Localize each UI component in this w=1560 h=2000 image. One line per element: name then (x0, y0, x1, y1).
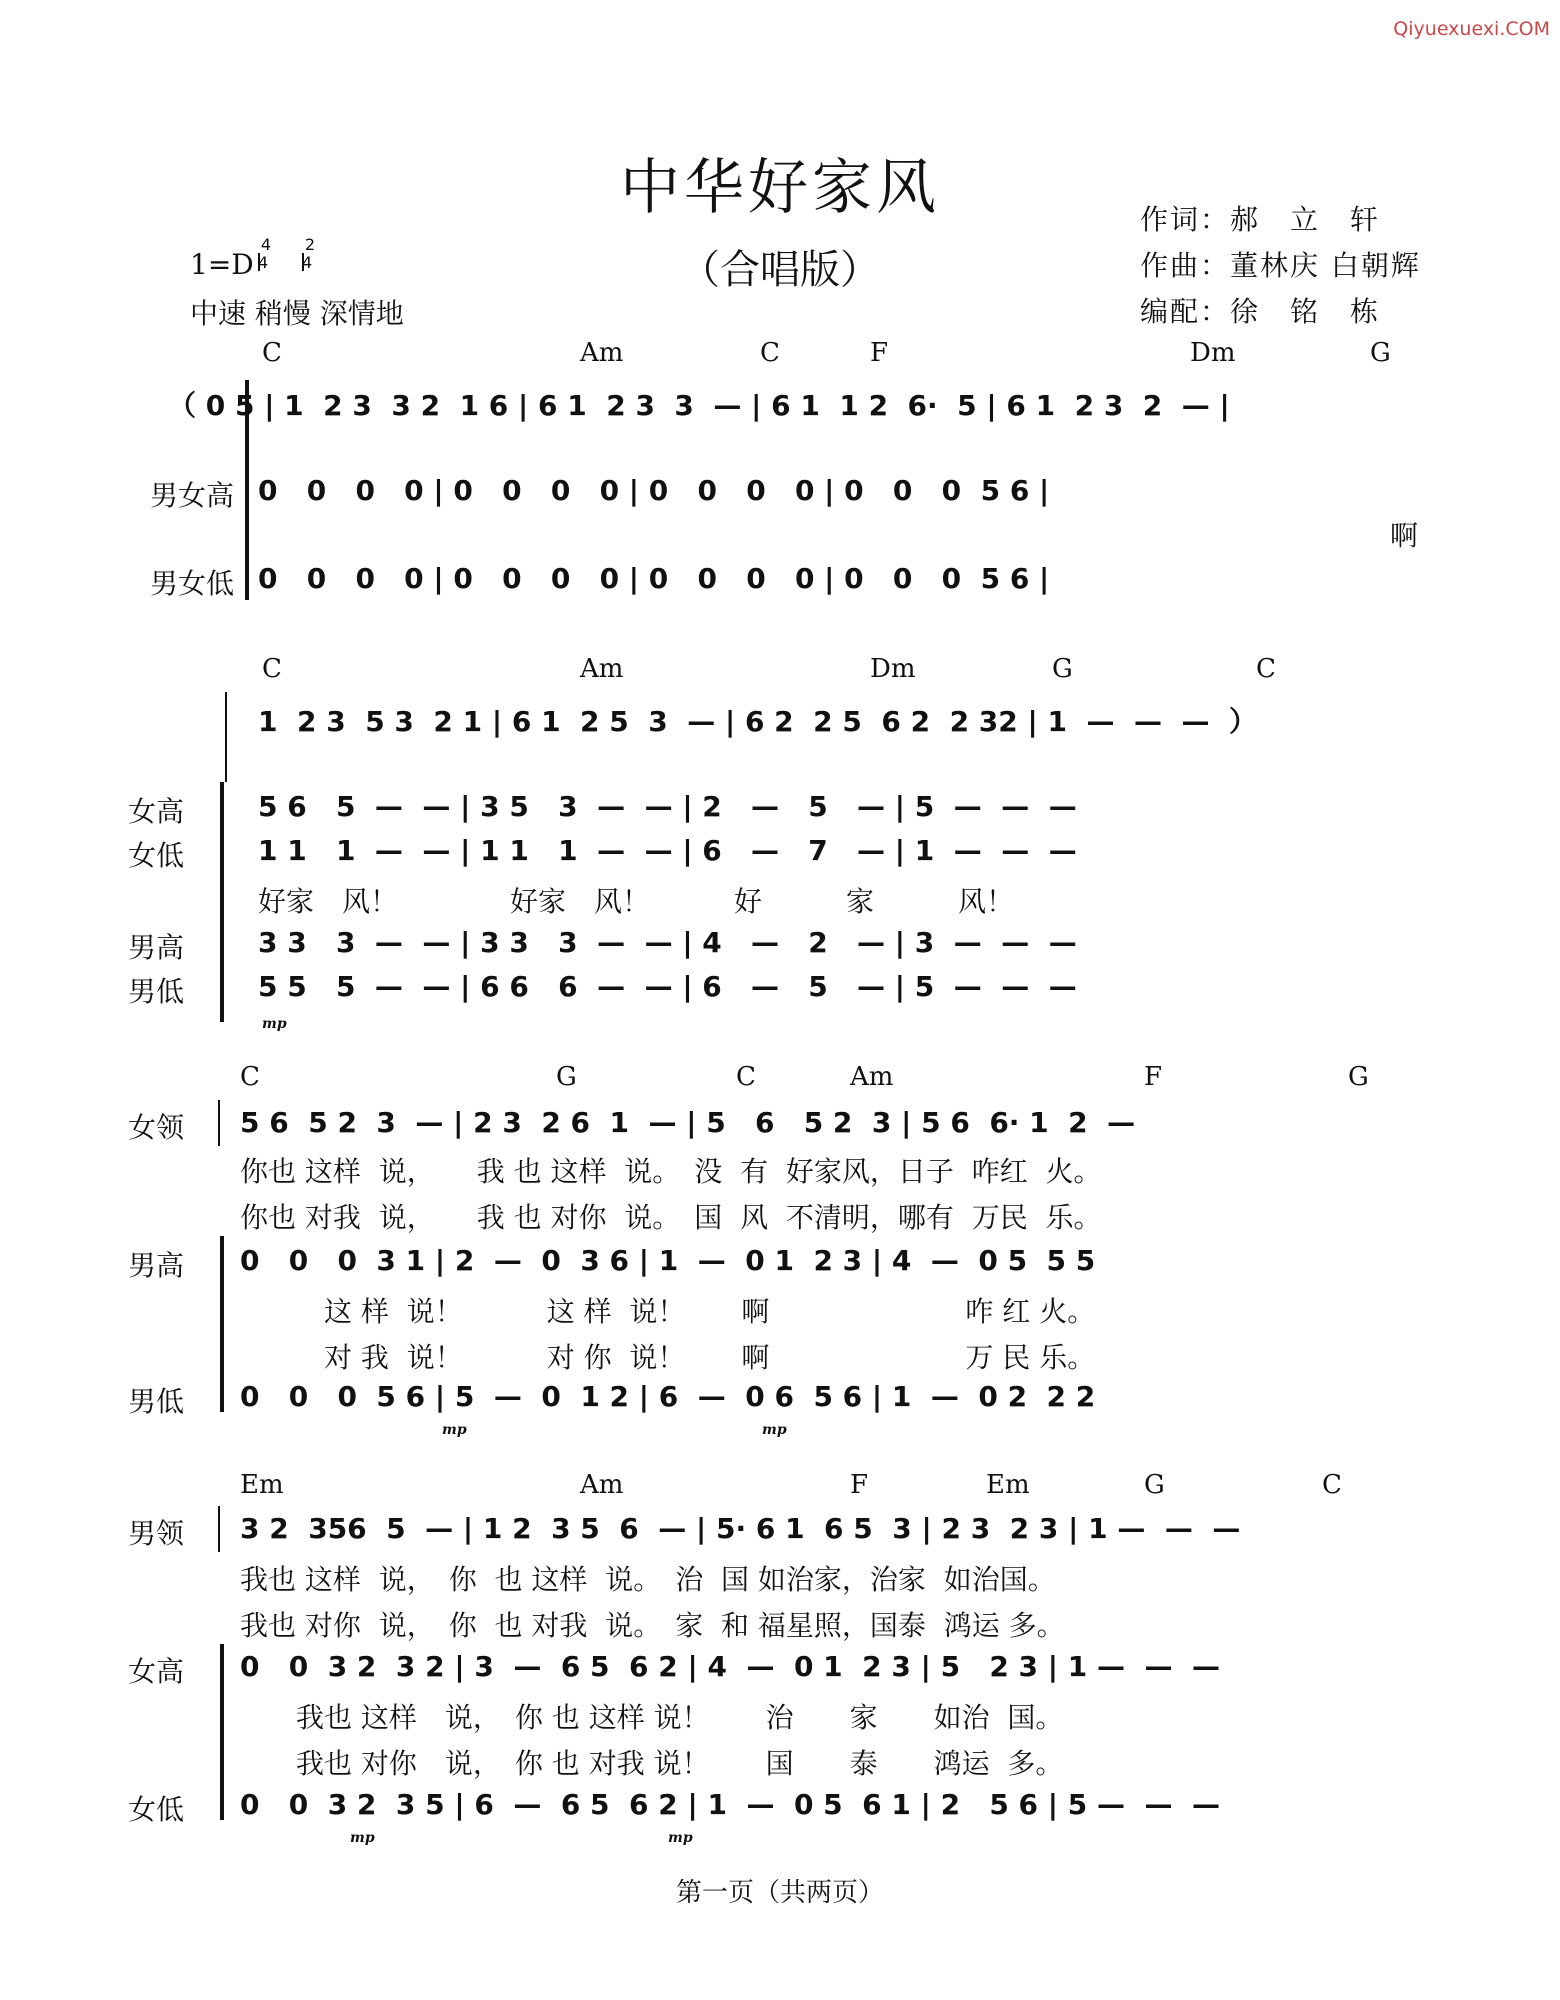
chord-symbol: G (1144, 1470, 1165, 1500)
melody-staff: （ 0 5 | 1 2 3 3 2 1 6 | 6 1 2 3 3 — | 6 1 1 2 6· 5 | 6 1 2 3 2 — | (168, 389, 1230, 422)
part-label: 男女低 (150, 567, 235, 600)
page-footer: 第一页（共两页） (675, 1878, 884, 1908)
time-signature-2: $\frac{2}{4}$ (302, 235, 316, 272)
staff-line-start (225, 692, 227, 782)
lyric-line: 我也 对你 说， 你 也 对我 说。 家 和 福星照，国泰 鸿运 多。 (240, 1609, 1065, 1642)
dynamic-marking: mp (262, 1016, 287, 1032)
chord-symbol: G (1348, 1062, 1369, 1092)
system-bracket (220, 1644, 224, 1820)
chord-symbol: C (1322, 1470, 1342, 1500)
lyric-line: 好家 风！ 好家 风！ 好 家 风！ (258, 885, 1015, 918)
chord-symbol: Dm (870, 654, 916, 684)
part-label: 女领 (128, 1111, 185, 1144)
lyric-line: 你也 这样 说， 我 也 这样 说。 没 有 好家风，日子 咋红 火。 (240, 1155, 1102, 1188)
chord-symbol: Em (240, 1470, 284, 1500)
staff-notes: 5 5 5 — — | 6 6 6 — — | 6 — 5 — | 5 — — — (258, 970, 1077, 1003)
credit-music: 作曲：董林庆 白朝辉 (1140, 249, 1421, 282)
repeat-start (218, 1100, 220, 1146)
chord-symbol: Am (580, 1470, 624, 1500)
lyric-line: 你也 对我 说， 我 也 对你 说。 国 风 不清明，哪有 万民 乐。 (240, 1201, 1102, 1234)
staff-notes: 0 0 0 3 1 | 2 — 0 3 6 | 1 — 0 1 2 3 | 4 — 0 5 5 5 (240, 1244, 1096, 1277)
chord-symbol: G (1370, 338, 1391, 368)
lyric-line: 对 我 说！ 对 你 说！ 啊 万 民 乐。 (240, 1341, 1096, 1374)
lead-staff: 5 6 5 2 3 — | 2 3 2 6 1 — | 5 6 5 2 3 | 5 6 6· 1 2 — (240, 1106, 1136, 1139)
lyric-line: 啊 (1390, 519, 1419, 552)
subtitle: （合唱版） (680, 247, 880, 293)
dynamic-marking: mp (442, 1422, 467, 1438)
part-label: 男高 (128, 931, 185, 964)
part-label: 男女高 (150, 479, 235, 512)
dynamic-marking: mp (762, 1422, 787, 1438)
chord-symbol: G (556, 1062, 577, 1092)
chord-symbol: Am (580, 654, 624, 684)
time-signature-1: $\frac{4}{4}$ (258, 235, 272, 272)
chord-symbol: C (262, 654, 282, 684)
part-label: 男高 (128, 1249, 185, 1282)
repeat-start (218, 1506, 220, 1552)
dynamic-marking: mp (668, 1830, 693, 1846)
melody-staff: 1 2 3 5 3 2 1 | 6 1 2 5 3 — | 6 2 2 5 6 2 2 32 | 1 — — — ） (258, 705, 1257, 738)
staff-notes: 0 0 0 5 6 | 5 — 0 1 2 | 6 — 0 6 5 6 | 1 — 0 2 2 2 (240, 1380, 1096, 1413)
part-label: 男低 (128, 1385, 185, 1418)
part-label: 女低 (128, 1793, 185, 1826)
page-title: 中华好家风 (620, 153, 940, 223)
part-label: 女高 (128, 795, 185, 828)
watermark: Qiyuexuexi.COM (1393, 18, 1550, 40)
dynamic-marking: mp (350, 1830, 375, 1846)
chord-symbol: C (262, 338, 282, 368)
staff-notes: 1 1 1 — — | 1 1 1 — — | 6 — 7 — | 1 — — — (258, 834, 1077, 867)
chord-symbol: F (870, 338, 889, 368)
chord-symbol: G (1052, 654, 1073, 684)
chord-symbol: C (760, 338, 780, 368)
system-bracket (220, 782, 224, 1022)
part-label: 女高 (128, 1655, 185, 1688)
key-signature: 1=D (190, 248, 254, 281)
staff-notes: 0 0 0 0 | 0 0 0 0 | 0 0 0 0 | 0 0 0 5 6 | (258, 474, 1050, 507)
staff-notes: 0 0 0 0 | 0 0 0 0 | 0 0 0 0 | 0 0 0 5 6 | (258, 562, 1050, 595)
system-bracket (220, 1236, 224, 1412)
chord-symbol: F (1144, 1062, 1163, 1092)
chord-symbol: Dm (1190, 338, 1236, 368)
staff-notes: 0 0 3 2 3 2 | 3 — 6 5 6 2 | 4 — 0 1 2 3 | 5 2 3 | 1 — — — (240, 1650, 1220, 1683)
lyric-line: 我也 这样 说， 你 也 这样 说！ 治 家 如治 国。 (240, 1701, 1064, 1734)
staff-notes: 0 0 3 2 3 5 | 6 — 6 5 6 2 | 1 — 0 5 6 1 | 2 5 6 | 5 — — — (240, 1788, 1220, 1821)
lyric-line: 这 样 说！ 这 样 说！ 啊 咋 红 火。 (240, 1295, 1096, 1328)
lead-staff: 3 2 356 5 — | 1 2 3 5 6 — | 5· 6 1 6 5 3 | 2 3 2 3 | 1 — — — (240, 1512, 1241, 1545)
part-label: 男低 (128, 975, 185, 1008)
chord-symbol: Em (986, 1470, 1030, 1500)
part-label: 男领 (128, 1517, 185, 1550)
staff-notes: 5 6 5 — — | 3 5 3 — — | 2 — 5 — | 5 — — — (258, 790, 1077, 823)
lyric-line: 我也 对你 说， 你 也 对我 说！ 国 泰 鸿运 多。 (240, 1747, 1064, 1780)
tempo-marking: 中速 稍慢 深情地 (190, 297, 404, 330)
chord-symbol: C (736, 1062, 756, 1092)
chord-symbol: Am (580, 338, 624, 368)
lyric-line: 我也 这样 说， 你 也 这样 说。 治 国 如治家，治家 如治国。 (240, 1563, 1056, 1596)
chord-symbol: F (850, 1470, 869, 1500)
chord-symbol: C (1256, 654, 1276, 684)
chord-symbol: C (240, 1062, 260, 1092)
credit-lyrics: 作词：郝 立 轩 (1140, 203, 1381, 236)
staff-notes: 3 3 3 — — | 3 3 3 — — | 4 — 2 — | 3 — — — (258, 926, 1077, 959)
credit-arrangement: 编配：徐 铭 栋 (1140, 295, 1381, 328)
chord-symbol: Am (850, 1062, 894, 1092)
part-label: 女低 (128, 839, 185, 872)
